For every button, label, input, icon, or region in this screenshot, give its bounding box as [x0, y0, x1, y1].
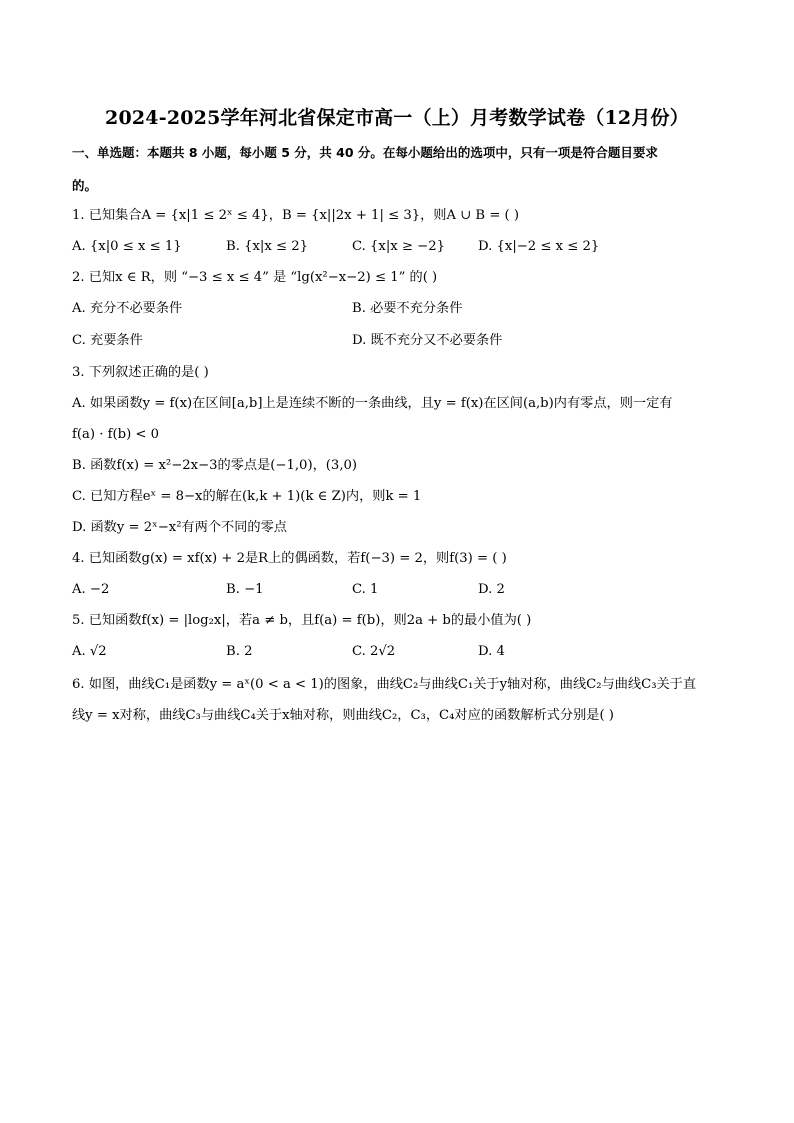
q5-option-b: B. 2 [226, 644, 253, 659]
q3-option-a-line1: A. 如果函数y = f(x)在区间[a,b]上是连续不断的一条曲线，且y = f(x)在区间(a,b)内有零点，则一定有 [72, 396, 673, 411]
q3-stem: 3. 下列叙述正确的是( ) [72, 365, 209, 380]
q4-stem: 4. 已知函数g(x) = xf(x) + 2是R上的偶函数，若f(−3) = 2，则f(3) = ( ) [72, 551, 507, 566]
q1-stem: 1. 已知集合A = {x|1 ≤ 2ˣ ≤ 4}，B = {x||2x + 1| ≤ 3}，则A ∪ B = ( ) [72, 208, 520, 223]
q5-option-d: D. 4 [478, 644, 505, 659]
q4-option-c: C. 1 [352, 582, 379, 597]
q1-option-c: C. {x|x ≥ −2} [352, 239, 445, 254]
q3-option-b: B. 函数f(x) = x²−2x−3的零点是(−1,0)，(3,0) [72, 458, 358, 473]
section-header-line2: 的。 [72, 178, 98, 193]
q4-option-b: B. −1 [226, 582, 264, 597]
q2-option-a: A. 充分不必要条件 [72, 301, 183, 316]
q2-option-b: B. 必要不充分条件 [352, 301, 463, 316]
q4-option-a: A. −2 [72, 582, 110, 597]
q3-option-d: D. 函数y = 2ˣ−x²有两个不同的零点 [72, 520, 287, 535]
q5-option-c: C. 2√2 [352, 644, 396, 659]
q5-option-a: A. √2 [72, 644, 107, 659]
q1-option-d: D. {x|−2 ≤ x ≤ 2} [478, 239, 600, 254]
q1-option-a: A. {x|0 ≤ x ≤ 1} [72, 239, 182, 254]
q6-stem-line2: 线y = x对称，曲线C₃与曲线C₄关于x轴对称，则曲线C₂，C₃，C₄对应的函数解析式分别是( ) [72, 708, 614, 723]
q1-option-b: B. {x|x ≤ 2} [226, 239, 308, 254]
q4-option-d: D. 2 [478, 582, 505, 597]
section-header-line1: 一、单选题：本题共 8 小题，每小题 5 分，共 40 分。在每小题给出的选项中，只有一项是符合题目要求 [72, 145, 658, 160]
q3-option-a-line2: f(a) · f(b) < 0 [72, 427, 160, 442]
q3-option-c: C. 已知方程eˣ = 8−x的解在(k,k + 1)(k ∈ Z)内，则k = 1 [72, 489, 422, 504]
page-title: 2024-2025学年河北省保定市高一（上）月考数学试卷（12月份） [105, 107, 689, 129]
q2-stem: 2. 已知x ∈ R，则 “−3 ≤ x ≤ 4” 是 “lg(x²−x−2) ≤ 1” 的( ) [72, 270, 438, 285]
q2-option-c: C. 充要条件 [72, 333, 143, 348]
q5-stem: 5. 已知函数f(x) = |log₂x|，若a ≠ b，且f(a) = f(b)，则2a + b的最小值为( ) [72, 613, 532, 628]
q2-option-d: D. 既不充分又不必要条件 [352, 333, 503, 348]
q6-stem-line1: 6. 如图，曲线C₁是函数y = aˣ(0 < a < 1)的图象，曲线C₂与曲线C₁关于y轴对称，曲线C₂与曲线C₃关于直 [72, 677, 697, 692]
